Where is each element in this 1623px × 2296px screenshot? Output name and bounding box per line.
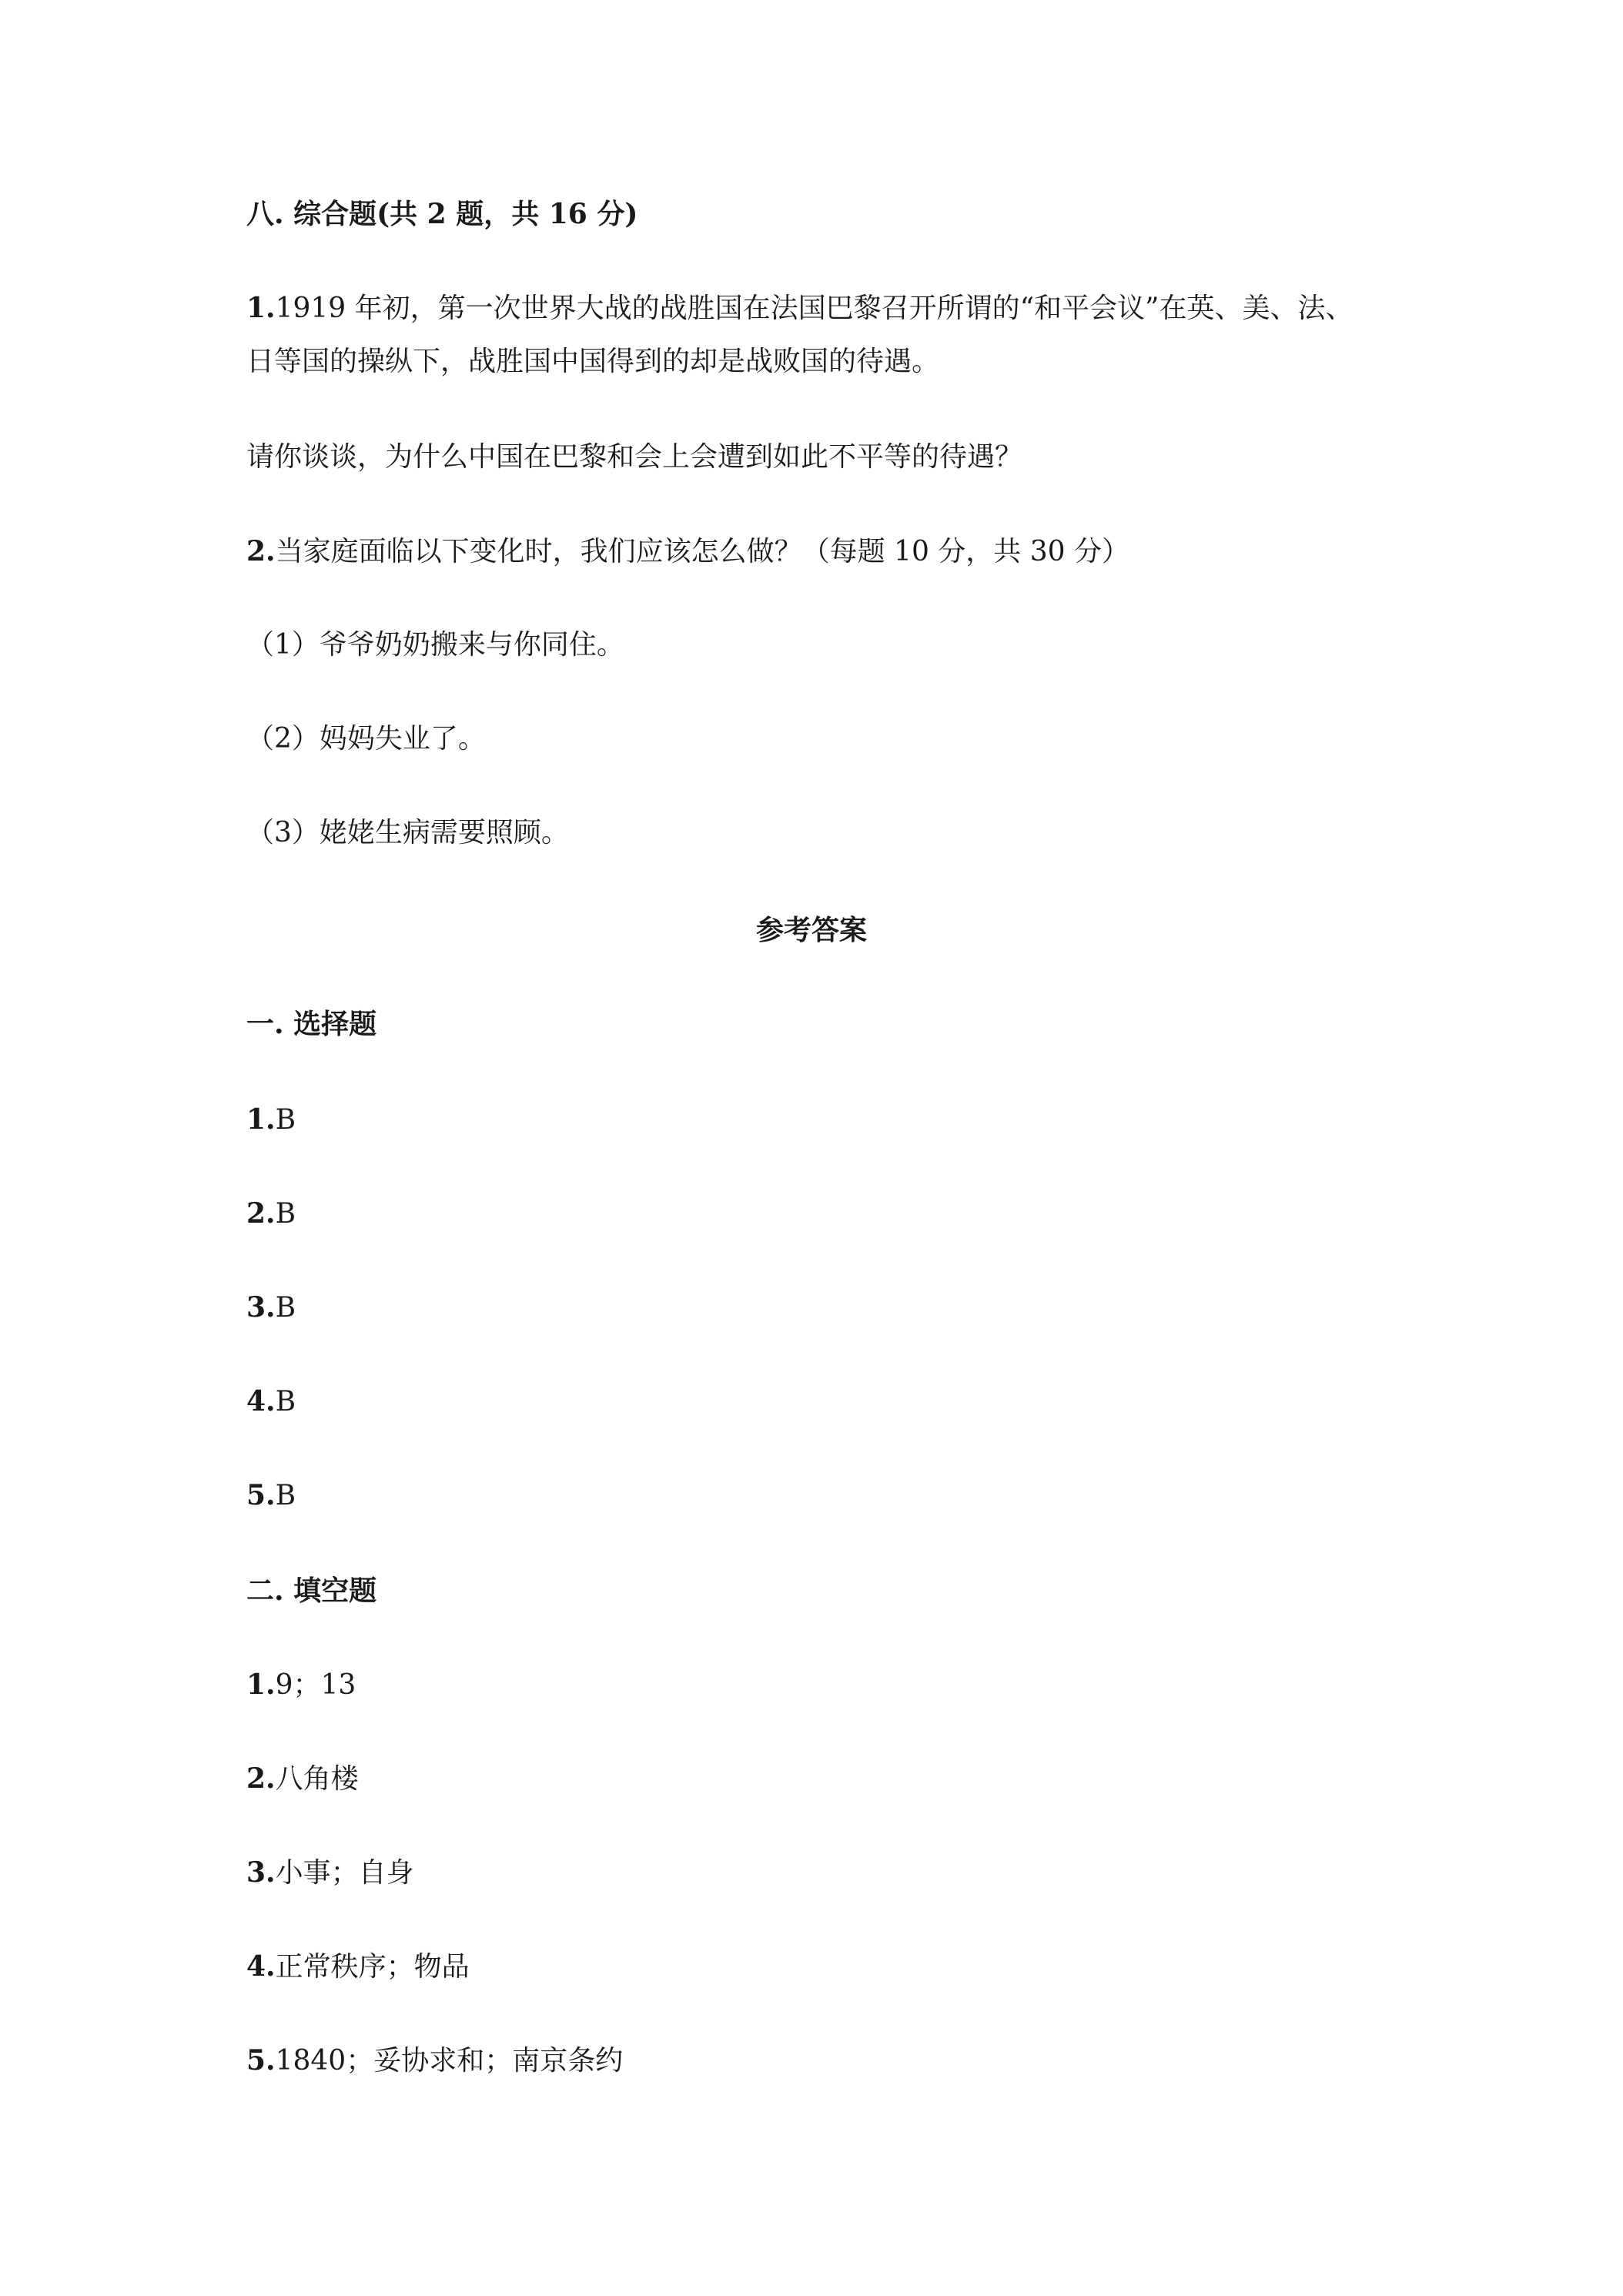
answer-number: 2. (246, 1762, 276, 1795)
answer-2-2 (246, 1762, 359, 1796)
answer-value: B (275, 1104, 296, 1136)
answer-value: 小事；自身 (275, 1857, 414, 1889)
question-2-text: 当家庭面临以下变化时，我们应该怎么做？（每题 10 分，共 30 分） (275, 536, 1129, 567)
question-1-line-2: 日等国的操纵下，战胜国中国得到的却是战败国的待遇。 (246, 346, 940, 377)
answers-part-2-title: 二. 填空题 (246, 1575, 377, 1607)
answer-2-3 (246, 1856, 414, 1890)
answer-number: 2. (246, 1197, 276, 1230)
question-2-sub-3: （3）姥姥生病需要照顾。 (246, 817, 569, 848)
answer-number: 1. (246, 1668, 276, 1701)
answer-2-1 (246, 1668, 356, 1702)
answer-number: 5. (246, 1479, 276, 1511)
question-2-number: 2. (246, 535, 276, 567)
answer-number: 4. (246, 1950, 276, 1983)
answer-number: 3. (246, 1856, 276, 1889)
answer-value: B (275, 1292, 296, 1324)
answer-value: 1840；妥协求和；南京条约 (275, 2045, 624, 2077)
question-2-sub-2: （2）妈妈失业了。 (246, 723, 486, 755)
question-1-line-1 (246, 291, 1353, 326)
answer-value: B (275, 1198, 296, 1230)
answers-part-1-title: 一. 选择题 (246, 1008, 377, 1040)
question-1-number: 1. (246, 292, 276, 324)
answer-number: 1. (246, 1103, 276, 1136)
answer-number: 5. (246, 2044, 276, 2077)
answer-value: 八角楼 (275, 1763, 359, 1795)
answer-number: 3. (246, 1291, 276, 1324)
answer-number: 4. (246, 1385, 276, 1417)
question-2-sub-1: （1）爷爷奶奶搬来与你同住。 (246, 629, 624, 661)
question-1-prompt: 请你谈谈，为什么中国在巴黎和会上会遭到如此不平等的待遇？ (246, 441, 1023, 473)
answer-2-5 (246, 2043, 623, 2078)
answer-value: 正常秩序；物品 (275, 1951, 470, 1983)
answer-1-5 (246, 1478, 296, 1513)
section-8-title: 八. 综合题(共 2 题，共 16 分) (246, 198, 638, 230)
answer-value: 9；13 (275, 1669, 356, 1701)
question-1-text-1: 1919 年初，第一次世界大战的战胜国在法国巴黎召开所谓的“和平会议”在英、美、法、 (275, 293, 1354, 324)
answer-value: B (275, 1386, 296, 1417)
question-2 (246, 534, 1129, 569)
answer-1-3 (246, 1290, 296, 1325)
answer-1-1 (246, 1103, 296, 1137)
answer-value: B (275, 1480, 296, 1511)
answer-2-4 (246, 1950, 470, 1984)
answer-1-4 (246, 1384, 296, 1419)
answers-heading: 参考答案 (755, 914, 867, 946)
answer-1-2 (246, 1197, 296, 1231)
